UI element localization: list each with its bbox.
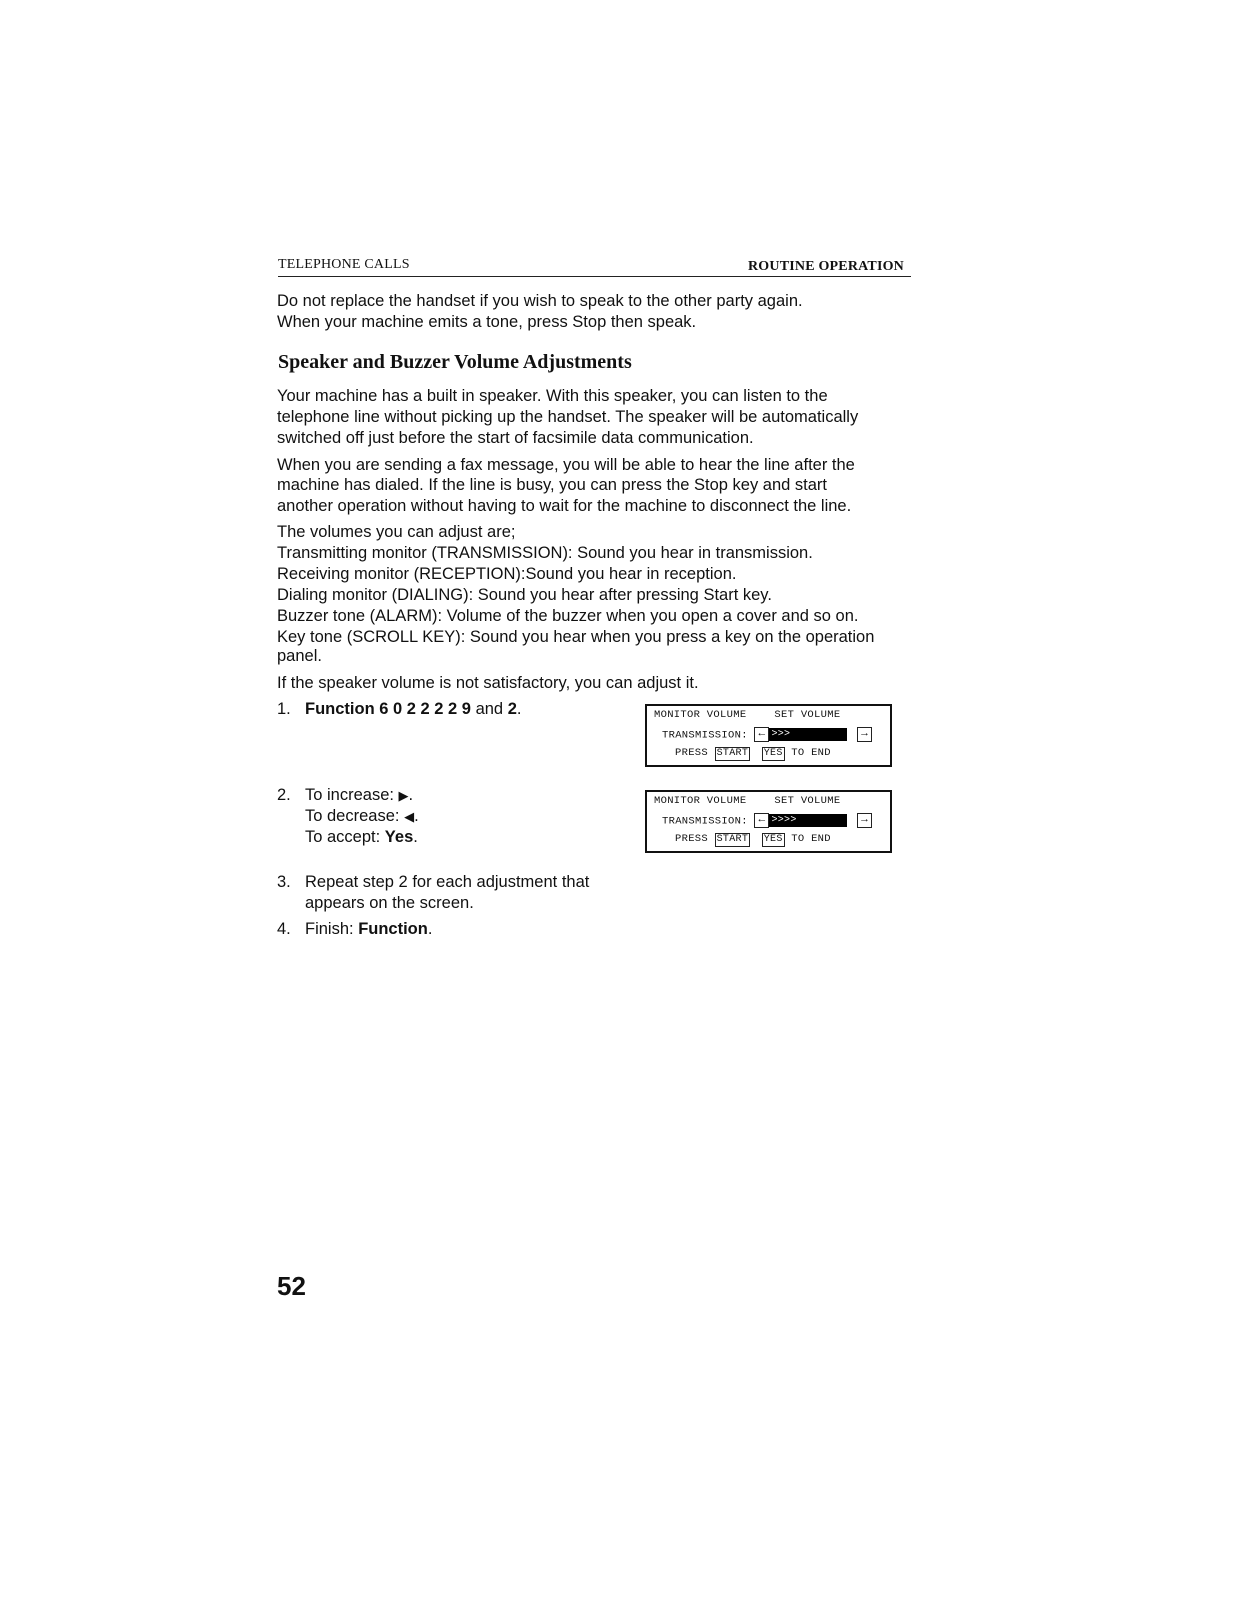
lcd-press-row <box>675 833 831 847</box>
lcd-level-row <box>662 813 872 828</box>
accept-key: Yes <box>384 828 414 846</box>
body-line: The volumes you can adjust are; <box>277 523 516 541</box>
yes-key: YES <box>763 748 783 759</box>
page-number: 52 <box>277 1271 306 1301</box>
finish-period: . <box>427 920 433 938</box>
body-line: telephone line without picking up the handset. The speaker will be automatically <box>277 408 859 426</box>
accept-label: To accept: <box>305 828 385 846</box>
lcd-title: MONITOR VOLUME <box>654 709 747 721</box>
lcd-title-right: SET VOLUME <box>774 709 841 721</box>
running-header-chapter: ROUTINE OPERATION <box>748 259 904 274</box>
left-arrow-icon: ← <box>754 813 769 828</box>
lcd-display-1 <box>645 704 892 767</box>
lcd-to-end: TO END <box>791 833 831 845</box>
body-line: If the speaker volume is not satisfactory, you can adjust it. <box>277 674 699 692</box>
body-line: Transmitting monitor (TRANSMISSION): Sound you hear in transmission. <box>277 544 813 562</box>
step-number: 1. <box>277 700 291 718</box>
volume-level-bar: >>> <box>769 728 847 741</box>
lcd-title-row <box>654 709 840 721</box>
intro-line: When your machine emits a tone, press Stop then speak. <box>277 313 697 331</box>
body-line: Your machine has a built in speaker. With this speaker, you can listen to the <box>277 387 828 405</box>
step-3-line: appears on the screen. <box>305 894 474 912</box>
step-1-text <box>305 699 521 720</box>
decrease-label: To decrease: <box>305 807 405 825</box>
lcd-to-end: TO END <box>791 747 831 759</box>
accept-period: . <box>413 828 418 846</box>
yes-key: YES <box>763 834 783 845</box>
header-rule <box>278 276 911 277</box>
body-line: Receiving monitor (RECEPTION):Sound you hear in reception. <box>277 565 737 583</box>
finish-key: Function <box>358 920 428 938</box>
body-line: another operation without having to wait for the machine to disconnect the line. <box>277 497 852 515</box>
increase-label: To increase: <box>305 786 399 804</box>
section-title: Speaker and Buzzer Volume Adjustments <box>278 351 632 373</box>
body-line: machine has dialed. If the line is busy, you can press the Stop key and start <box>277 476 828 494</box>
left-arrow-icon: ← <box>754 727 769 742</box>
lcd-title-right: SET VOLUME <box>774 795 841 807</box>
increase-period: . <box>408 786 414 804</box>
lcd-press-label: PRESS <box>675 747 709 759</box>
step-3-line: Repeat step 2 for each adjustment that <box>305 873 590 891</box>
step-2-accept <box>305 827 418 848</box>
step-4-text <box>305 919 432 940</box>
step-1-connector: and <box>470 700 508 718</box>
start-key: START <box>716 834 749 845</box>
right-arrow-icon: → <box>857 727 872 742</box>
lcd-press-row <box>675 747 831 761</box>
body-line: Buzzer tone (ALARM): Volume of the buzzer when you open a cover and so on. <box>277 607 859 625</box>
lcd-title-row <box>654 795 840 807</box>
decrease-period: . <box>414 807 419 825</box>
body-line: switched off just before the start of facsimile data communication. <box>277 429 754 447</box>
start-key: START <box>716 748 749 759</box>
lcd-title: MONITOR VOLUME <box>654 795 747 807</box>
step-1-key: 2 <box>507 700 517 718</box>
lcd-label: TRANSMISSION: <box>662 729 748 742</box>
lcd-label: TRANSMISSION: <box>662 815 748 828</box>
decrease-arrow-icon: ◀ <box>404 809 415 824</box>
step-number: 3. <box>277 873 291 891</box>
right-arrow-icon: → <box>857 813 872 828</box>
running-header-section: TELEPHONE CALLS <box>278 257 410 272</box>
body-line: Key tone (SCROLL KEY): Sound you hear when you press a key on the operation <box>277 628 875 646</box>
step-1-period: . <box>516 700 522 718</box>
intro-line: Do not replace the handset if you wish to speak to the other party again. <box>277 292 803 310</box>
finish-label: Finish: <box>305 920 359 938</box>
body-line: Dialing monitor (DIALING): Sound you hear after pressing Start key. <box>277 586 772 604</box>
increase-arrow-icon: ▶ <box>398 788 409 803</box>
step-2-increase <box>305 785 413 806</box>
step-2-decrease <box>305 806 419 827</box>
body-line: panel. <box>277 647 322 665</box>
body-line: When you are sending a fax message, you will be able to hear the line after the <box>277 456 855 474</box>
lcd-press-label: PRESS <box>675 833 709 845</box>
lcd-display-2 <box>645 790 892 853</box>
step-number: 4. <box>277 920 291 938</box>
volume-level-bar: >>>> <box>769 814 847 827</box>
step-1-keys: Function 6 0 2 2 2 2 9 <box>305 700 471 718</box>
lcd-level-row <box>662 727 872 742</box>
step-number: 2. <box>277 786 291 804</box>
